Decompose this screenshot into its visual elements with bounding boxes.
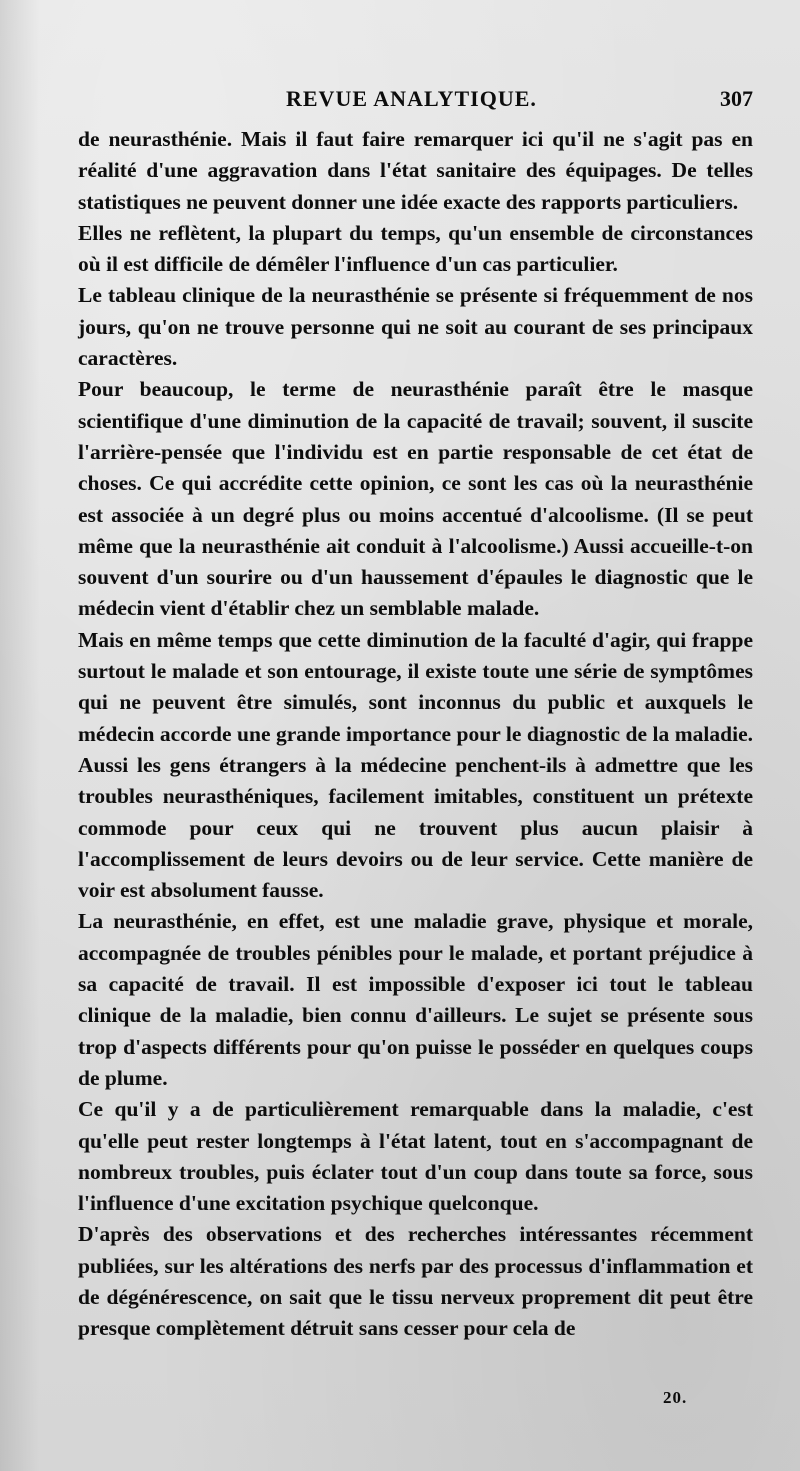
running-title: REVUE ANALYTIQUE. xyxy=(286,86,537,111)
paragraph: Ce qu'il y a de particulièrement remarquable dans la maladie, c'est qu'elle peut rester longtemps à l'état latent, tout en s'accompagnant de nombreux troubles, puis éclater tout d'un coup dans toute sa force, sous l'influence d'une excitation psychique quelconque. xyxy=(78,1097,753,1216)
signature-mark: 20. xyxy=(663,1388,688,1407)
paragraph: de neurasthénie. Mais il faut faire remarquer ici qu'il ne s'agit pas en réalité d'une aggravation dans l'état sanitaire des équipages. De telles statistiques ne peuvent donner une idée exacte des rapports particuliers. xyxy=(78,127,753,214)
paragraph: D'après des observations et des recherches intéressantes récemment publiées, sur les altérations des nerfs par des processus d'inflammation et de dégénérescence, on sait que le tissu nerveux proprement dit peut être presque complètement détruit sans cesser pour cela de xyxy=(78,1222,753,1341)
paragraph: Mais en même temps que cette diminution de la faculté d'agir, qui frappe surtout le malade et son entourage, il existe toute une série de symptômes qui ne peuvent être simulés, sont inconnus du public et auxquels le médecin accorde une grande importance pour le diagnostic de la maladie. Aussi les gens étrangers à la médecine penchent-ils à admettre que les troubles neurasthéniques, facilement imitables, constituent un prétexte commode pour ceux qui ne trouvent plus aucun plaisir à l'accomplissement de leurs devoirs ou de leur service. Cette manière de voir est absolument fausse. xyxy=(78,627,753,903)
paragraph: Elles ne reflètent, la plupart du temps, qu'un ensemble de circonstances où il est difficile de démêler l'influence d'un cas particulier. xyxy=(78,220,753,277)
paragraph: La neurasthénie, en effet, est une maladie grave, physique et morale, accompagnée de troubles pénibles pour le malade, et portant préjudice à sa capacité de travail. Il est impossible d'exposer ici tout le tableau clinique de la maladie, bien connu d'ailleurs. Le sujet se présente sous trop d'aspects différents pour qu'on puisse le posséder en quelques coups de plume. xyxy=(78,909,753,1090)
page-number: 307 xyxy=(720,86,753,111)
body-text xyxy=(78,124,753,1345)
paragraph: Le tableau clinique de la neurasthénie se présente si fréquemment de nos jours, qu'on ne trouve personne qui ne soit au courant de ses principaux caractères. xyxy=(78,283,753,371)
page-header xyxy=(78,80,753,120)
paragraph: Pour beaucoup, le terme de neurasthénie paraît être le masque scientifique d'une diminution de la capacité de travail; souvent, il suscite l'arrière-pensée que l'individu est en partie responsable de cet état de choses. Ce qui accrédite cette opinion, ce sont les cas où la neurasthénie est associée à un degré plus ou moins accentué d'alcoolisme. (Il se peut même que la neurasthénie ait conduit à l'alcoolisme.) Aussi accueille-t-on souvent d'un sourire ou d'un haussement d'épaules le diagnostic que le médecin vient d'établir chez un semblable malade. xyxy=(78,377,753,621)
